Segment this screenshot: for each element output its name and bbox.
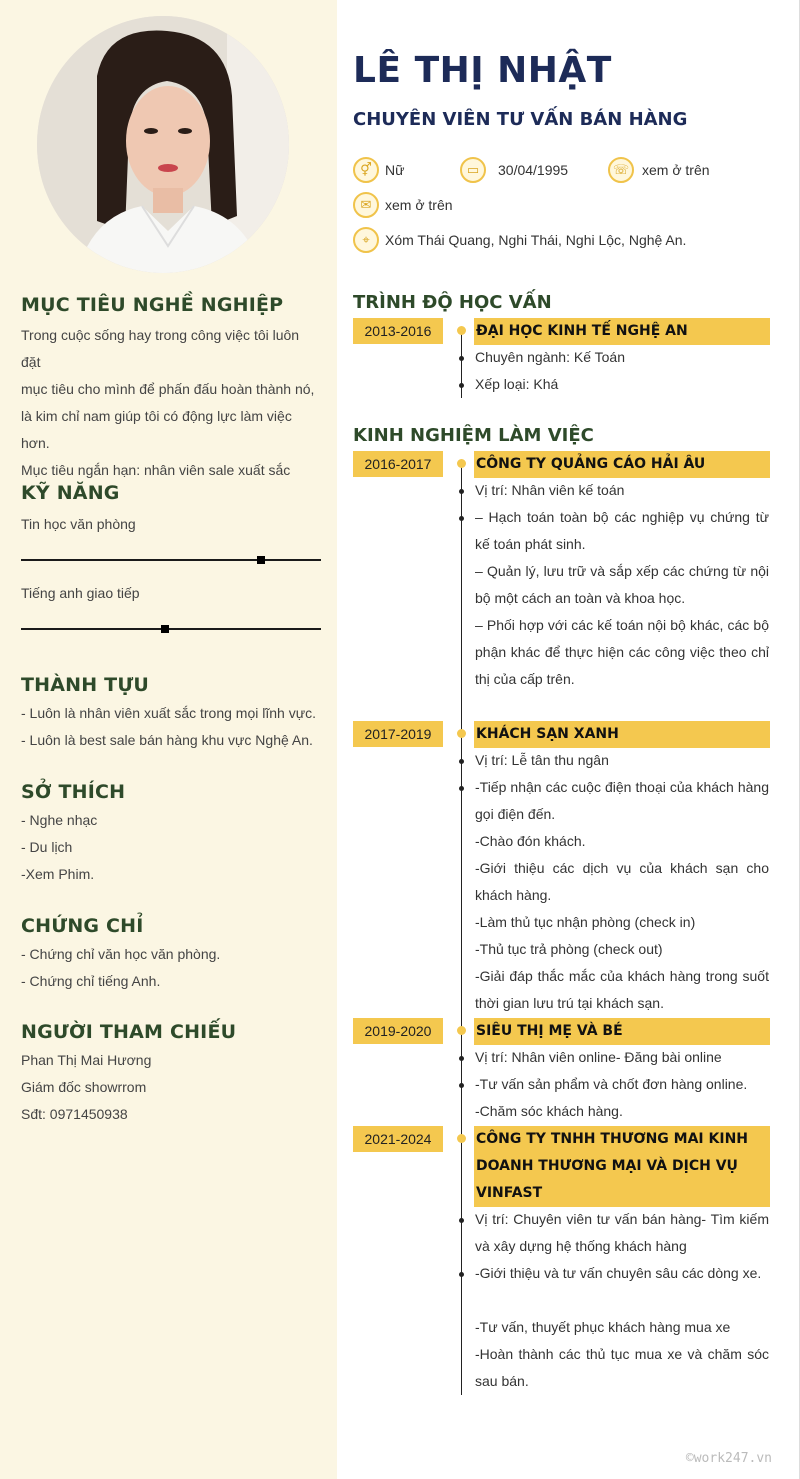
map-icon: ⌖ [353, 227, 379, 253]
timeline-bullet [459, 383, 464, 388]
timeline-bullet [459, 1218, 464, 1223]
achievements-list [21, 700, 321, 754]
achievement-item: - Luôn là nhân viên xuất sắc trong mọi lĩnh vực. [21, 705, 316, 721]
hobbies-section [21, 781, 321, 888]
contact-phone [608, 157, 710, 183]
skill-level-marker [161, 625, 169, 633]
objective-section [21, 294, 321, 484]
job-detail: -Chăm sóc khách hàng. [475, 1103, 623, 1119]
skills-section [21, 482, 321, 642]
hobby-item: - Du lịch [21, 839, 73, 855]
timeline-bullet [459, 759, 464, 764]
hobby-item: -Xem Phim. [21, 866, 95, 882]
timeline-dot [457, 459, 466, 468]
objective-line: Trong cuộc sống hay trong công việc tôi luôn đặt [21, 327, 300, 370]
job-year: 2019-2020 [353, 1018, 443, 1044]
timeline-bullet [459, 1083, 464, 1088]
candidate-name: LÊ THỊ NHẬT [353, 50, 612, 91]
education-major: Chuyên ngành: Kế Toán [475, 349, 625, 365]
contact-email [353, 192, 453, 218]
timeline-bullet [459, 786, 464, 791]
experience-timeline [461, 463, 462, 1395]
job-company: CÔNG TY QUẢNG CÁO HẢI ÂU [474, 451, 770, 478]
dob-value: 30/04/1995 [498, 162, 569, 178]
objective-text [21, 322, 321, 484]
achievements-section [21, 674, 321, 754]
skill-level-marker [257, 556, 265, 564]
job-year: 2017-2019 [353, 721, 443, 747]
references-list [21, 1047, 321, 1128]
references-title: NGƯỜI THAM CHIẾU [21, 1021, 237, 1043]
objective-line: mục tiêu cho mình để phấn đấu hoàn thành nó, [21, 381, 315, 397]
reference-phone: Sđt: 0971450938 [21, 1106, 128, 1122]
job-year: 2016-2017 [353, 451, 443, 477]
job-detail: -Làm thủ tục nhận phòng (check in) [475, 914, 696, 930]
email-value: xem ở trên [385, 197, 453, 213]
left-sidebar [0, 0, 337, 1479]
job-detail: -Giới thiệu các dịch vụ của khách sạn cho khách hàng. [475, 860, 769, 903]
job-detail: – Phối hợp với các kế toán nội bộ khác, các bộ phận khác để thực hiện các công việc theo chỉ thị của cấp trên. [475, 617, 769, 687]
job-detail: – Hạch toán toàn bộ các nghiệp vụ chứng từ kế toán phát sinh. [475, 509, 769, 552]
objective-title: MỤC TIÊU NGHỀ NGHIỆP [21, 294, 284, 316]
job-title: CHUYÊN VIÊN TƯ VẤN BÁN HÀNG [353, 109, 688, 130]
education-title: TRÌNH ĐỘ HỌC VẤN [353, 292, 552, 313]
job-year: 2021-2024 [353, 1126, 443, 1152]
contact-gender [353, 157, 404, 183]
phone-value: xem ở trên [642, 162, 710, 178]
birthday-cake-icon: ▭ [460, 157, 486, 183]
job-detail: -Tiếp nhận các cuộc điện thoại của khách hàng gọi điện đến. [475, 779, 769, 822]
avatar [37, 16, 289, 273]
gender-value: Nữ [385, 162, 405, 178]
hobbies-list [21, 807, 321, 888]
job-detail: Vị trí: Nhân viên online- Đăng bài online [475, 1049, 722, 1065]
job-detail: Vị trí: Lễ tân thu ngân [475, 752, 609, 768]
job-company: KHÁCH SẠN XANH [474, 721, 770, 748]
contact-address [353, 227, 686, 253]
job-detail: -Giải đáp thắc mắc của khách hàng trong suốt thời gian lưu trú tại khách sạn. [475, 968, 769, 1011]
avatar-photo [37, 16, 289, 273]
main-content [337, 0, 800, 1479]
job-detail: Vị trí: Nhân viên kế toán [475, 482, 625, 498]
contact-dob [460, 157, 568, 183]
skill-bar [21, 628, 321, 630]
timeline-bullet [459, 489, 464, 494]
skill-bar [21, 559, 321, 561]
timeline-bullet [459, 356, 464, 361]
timeline-bullet [459, 516, 464, 521]
job-detail: -Thủ tục trả phòng (check out) [475, 941, 663, 957]
job-company: CÔNG TY TNHH THƯƠNG MAI KINH DOANH THƯƠNG MẠI VÀ DỊCH VỤ VINFAST [474, 1126, 770, 1207]
job-detail: -Hoàn thành các thủ tục mua xe và chăm sóc sau bán. [475, 1346, 769, 1389]
timeline-dot [457, 729, 466, 738]
education-year: 2013-2016 [353, 318, 443, 344]
certificate-item: - Chứng chỉ tiếng Anh. [21, 973, 161, 989]
timeline-dot [457, 326, 466, 335]
certificates-list [21, 941, 321, 995]
watermark: ©work247.vn [685, 1451, 772, 1466]
timeline-bullet [459, 1272, 464, 1277]
experience-title: KINH NGHIỆM LÀM VIỆC [353, 425, 594, 446]
certificate-item: - Chứng chỉ văn học văn phòng. [21, 946, 221, 962]
certificates-title: CHỨNG CHỈ [21, 915, 144, 937]
achievements-title: THÀNH TỰU [21, 674, 150, 696]
achievement-item: - Luôn là best sale bán hàng khu vực Nghệ An. [21, 732, 313, 748]
reference-name: Phan Thị Mai Hương [21, 1052, 152, 1068]
job-detail: -Giới thiệu và tư vấn chuyên sâu các dòng xe. [475, 1265, 762, 1281]
address-value: Xóm Thái Quang, Nghi Thái, Nghi Lộc, Nghệ An. [385, 232, 687, 248]
skill-name: Tin học văn phòng [21, 516, 136, 532]
references-section [21, 1021, 321, 1128]
job-detail: -Chào đón khách. [475, 833, 586, 849]
job-detail: -Tư vấn sản phẩm và chốt đơn hàng online. [475, 1076, 748, 1092]
job-company: SIÊU THỊ MẸ VÀ BÉ [474, 1018, 770, 1045]
job-detail: – Quản lý, lưu trữ và sắp xếp các chứng từ nội bộ một cách an toàn và khoa học. [475, 563, 769, 606]
education-grade: Xếp loại: Khá [475, 376, 559, 392]
certificates-section [21, 915, 321, 995]
reference-position: Giám đốc showrrom [21, 1079, 147, 1095]
objective-line: Mục tiêu ngắn hạn: nhân viên sale xuất sắc [21, 462, 291, 478]
timeline-dot [457, 1026, 466, 1035]
email-icon: ✉ [353, 192, 379, 218]
gender-icon: ⚥ [353, 157, 379, 183]
job-detail: Vị trí: Chuyên viên tư vấn bán hàng- Tìm kiếm và xây dựng hệ thống khách hàng [475, 1211, 769, 1254]
phone-icon: ☏ [608, 157, 634, 183]
hobby-item: - Nghe nhạc [21, 812, 98, 828]
objective-line: là kim chỉ nam giúp tôi có động lực làm việc hơn. [21, 408, 292, 451]
education-school: ĐẠI HỌC KINH TẾ NGHỆ AN [474, 318, 770, 345]
timeline-bullet [459, 1056, 464, 1061]
skill-name: Tiếng anh giao tiếp [21, 585, 140, 601]
skills-title: KỸ NĂNG [21, 482, 120, 504]
timeline-dot [457, 1134, 466, 1143]
job-detail: -Tư vấn, thuyết phục khách hàng mua xe [475, 1319, 731, 1335]
hobbies-title: SỞ THÍCH [21, 781, 126, 803]
